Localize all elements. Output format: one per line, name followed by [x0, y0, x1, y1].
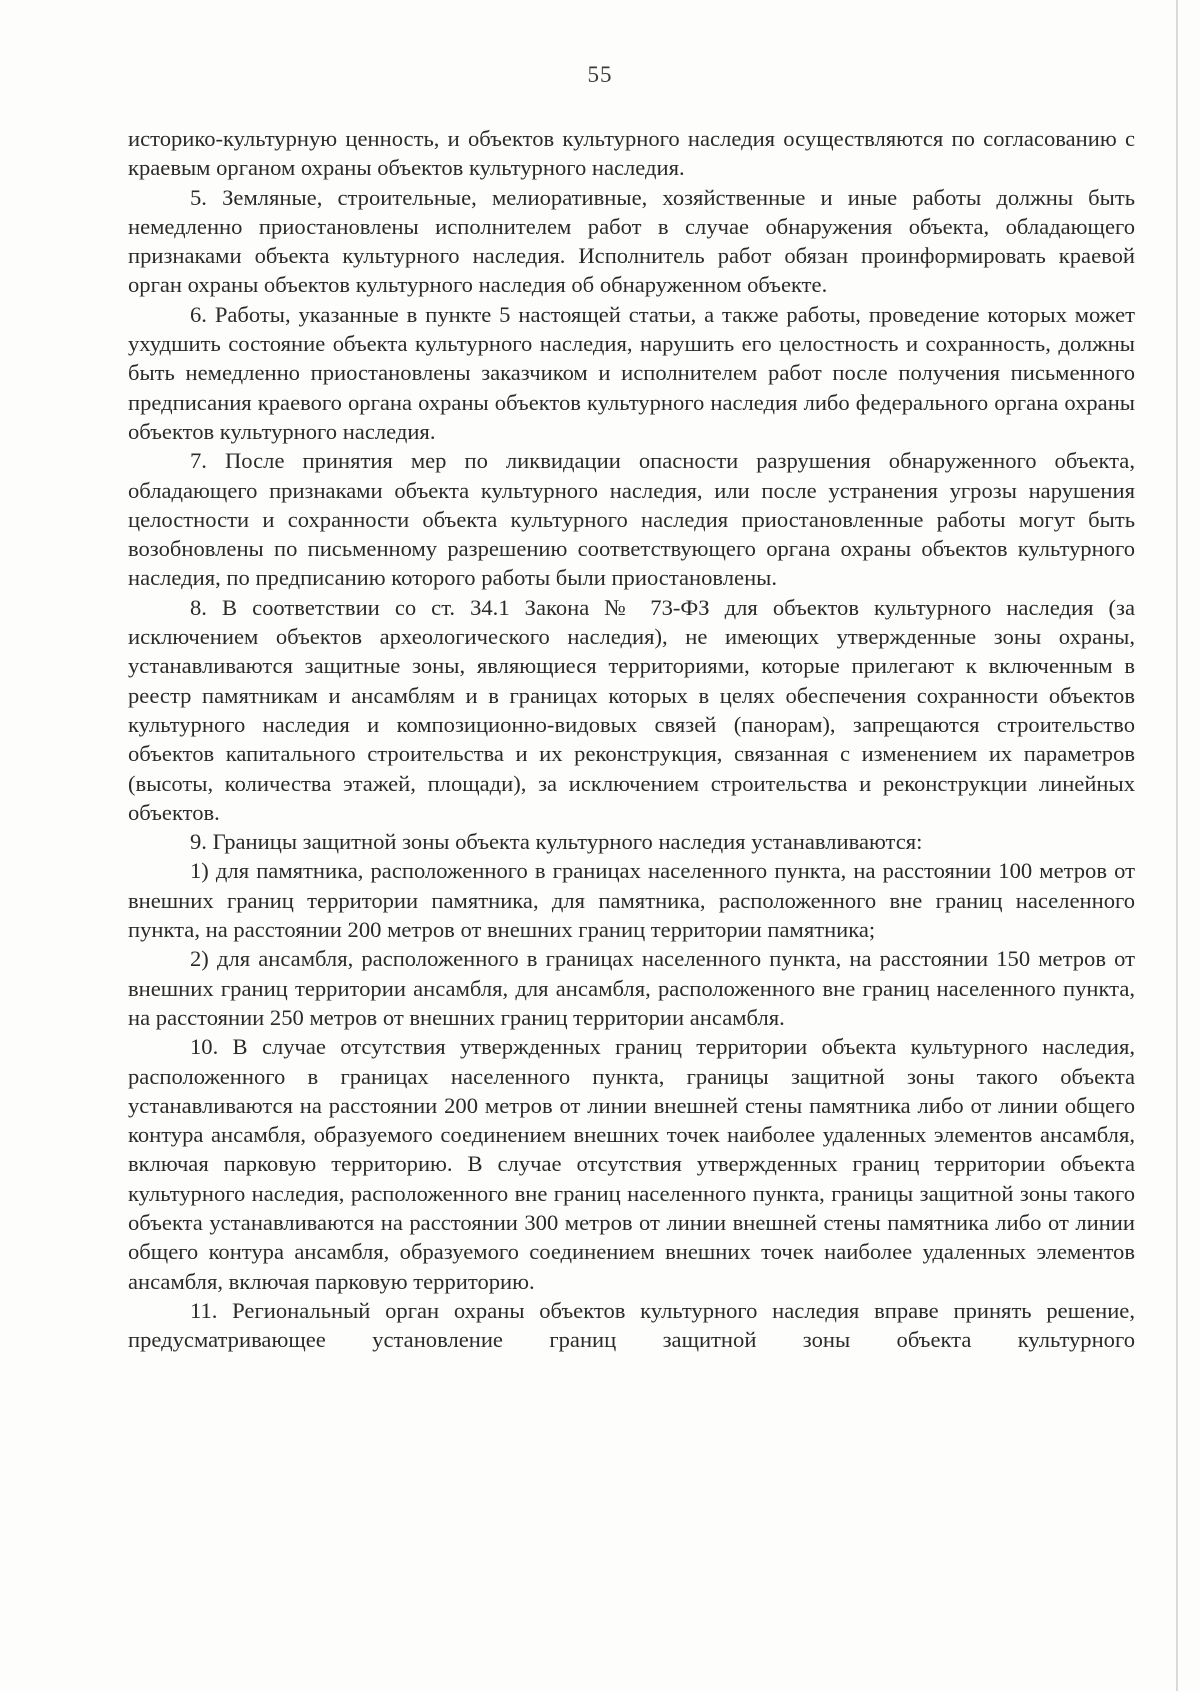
paragraph-item-5: 5. Земляные, строительные, мелиоративные, хозяйственные и иные работы должны быть немедленно приостановлены исполнителем работ в случае обнаружения объекта, обладающего признаками объекта культурного наследия. Исполнитель работ обязан проинформировать краевой орган охраны объектов культурного наследия об обнаруженном объекте.: [128, 184, 1135, 298]
paragraph-subitem-2: 2) для ансамбля, расположенного в границах населенного пункта, на расстоянии 150 метров от внешних границ территории ансамбля, для ансамбля, расположенного вне границ населенного пункта, на расстоянии 250 метров от внешних границ территории ансамбля.: [128, 946, 1135, 1030]
paragraph-item-6: 6. Работы, указанные в пункте 5 настоящей статьи, а также работы, проведение которых может ухудшить состояние объекта культурного наследия, нарушить его целостность и сохранность, должны быть немедленно приостановлены заказчиком и исполнителем работ после получения письменного предписания краевого органа охраны объектов культурного наследия либо федерального органа охраны объектов культурного наследия.: [128, 301, 1135, 444]
paragraph-item-11: 11. Региональный орган охраны объектов культурного наследия вправе принять решение, предусматривающее установление границ защитной зоны объекта культурного: [128, 1297, 1135, 1353]
paragraph-item-7: 7. После принятия мер по ликвидации опасности разрушения обнаруженного объекта, обладающего признаками объекта культурного наследия, или после устранения угрозы нарушения целостности и сохранности объекта культурного наследия приостановленные работы могут быть возобновлены по письменному разрешению соответствующего органа охраны объектов культурного наследия, по предписанию которого работы были приостановлены.: [128, 448, 1135, 591]
document-body: [128, 124, 1135, 1354]
page-edge-line: [1176, 0, 1178, 1691]
paragraph-item-8: 8. В соответствии со ст. 34.1 Закона № 73-ФЗ для объектов культурного наследия (за исключением объектов археологического наследия), не имеющих утвержденные зоны охраны, устанавливаются защитные зоны, являющиеся территориями, которые прилегают к включенным в реестр памятникам и ансамблям и в границах которых в целях обеспечения сохранности объектов культурного наследия и композиционно-видовых связей (панорам), запрещаются строительство объектов капитального строительства и их реконструкция, связанная с изменением их параметров (высоты, количества этажей, площади), за исключением строительства и реконструкции линейных объектов.: [128, 594, 1135, 825]
page-number: 55: [587, 62, 613, 87]
paragraph-continuation: историко-культурную ценность, и объектов культурного наследия осуществляются по согласованию с краевым органом охраны объектов культурного наследия.: [128, 126, 1135, 181]
paragraph-item-9: 9. Границы защитной зоны объекта культурного наследия устанавливаются:: [190, 829, 923, 855]
paragraph-item-10: 10. В случае отсутствия утвержденных границ территории объекта культурного наследия, расположенного в границах населенного пункта, границы защитной зоны такого объекта устанавливаются на расстоянии 200 метров от линии внешней стены памятника либо от линии общего контура ансамбля, образуемого соединением внешних точек наиболее удаленных элементов ансамбля, включая парковую территорию. В случае отсутствия утвержденных границ территории объекта культурного наследия, расположенного вне границ населенного пункта, границы защитной зоны такого объекта устанавливаются на расстоянии 300 метров от линии внешней стены памятника либо от линии общего контура ансамбля, образуемого соединением внешних точек наиболее удаленных элементов ансамбля, включая парковую территорию.: [128, 1034, 1135, 1294]
paragraph-subitem-1: 1) для памятника, расположенного в границах населенного пункта, на расстоянии 100 метров от внешних границ территории памятника, для памятника, расположенного вне границ населенного пункта, на расстоянии 200 метров от внешних границ территории памятника;: [128, 858, 1135, 943]
